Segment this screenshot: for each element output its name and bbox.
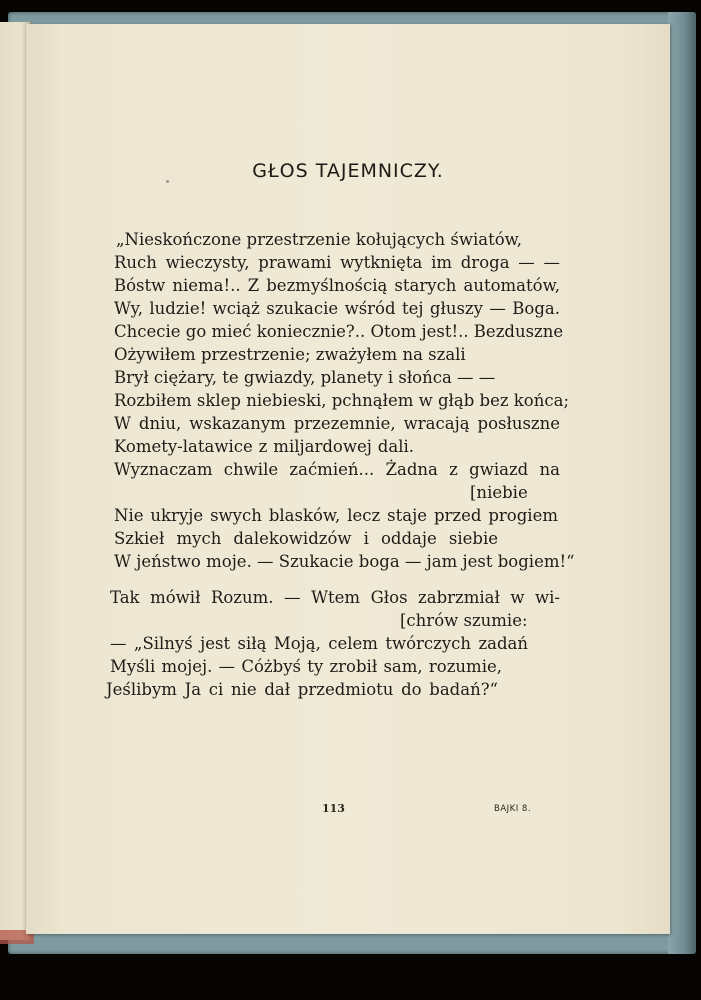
signature-mark: BAJKI 8.: [494, 804, 532, 814]
poem-title: GŁOS TAJEMNICZY.: [252, 160, 444, 182]
poem-line: Komety-latawice z miljardowej dali.: [114, 437, 414, 456]
poem-line-continuation: [niebie: [470, 483, 528, 502]
poem-line: Chcecie go mieć koniecznie?.. Otom jest!.. Bezduszne: [114, 322, 564, 341]
poem-line: Wyznaczam chwile zaćmień... Żadna z gwiazd na: [114, 460, 560, 479]
page-number: 113: [322, 802, 345, 815]
poem-line: Rozbiłem sklep niebieski, pchnąłem w głąb bez końca;: [114, 391, 569, 410]
poem-line: „Nieskończone przestrzenie kołujących światów,: [116, 230, 523, 249]
poem-line: Tak mówił Rozum. — Wtem Głos zabrzmiał w wi-: [110, 588, 560, 607]
poem-line: Ożywiłem przestrzenie; zważyłem na szali: [114, 345, 466, 364]
poem-line: Bóstw niema!.. Z bezmyślnością starych automatów,: [114, 276, 560, 295]
poem-line: Brył ciężary, te gwiazdy, planety i słońca — —: [114, 368, 496, 387]
cover-edge: [668, 12, 696, 954]
poem-line: W jeństwo moje. — Szukacie boga — jam jest bogiem!“: [114, 552, 575, 571]
poem-line-continuation: [chrów szumie:: [400, 611, 528, 630]
poem-line: Nie ukryje swych blasków, lecz staje przed progiem: [114, 506, 558, 525]
book-page: [26, 24, 670, 934]
poem-line: — „Silnyś jest siłą Moją, celem twórczych zadań: [110, 634, 528, 653]
poem-line: Wy, ludzie! wciąż szukacie wśród tej głuszy — Boga.: [114, 299, 560, 318]
poem-line: Jeślibym Ja ci nie dał przedmiotu do badań?“: [106, 680, 498, 699]
poem-line: Myśli mojej. — Cóżbyś ty zrobił sam, rozumie,: [110, 657, 502, 676]
poem-line: Szkieł mych dalekowidzów i oddaje siebie: [114, 529, 498, 548]
poem-line: W dniu, wskazanym przezemnie, wracają posłuszne: [114, 414, 560, 433]
poem-line: Ruch wieczysty, prawami wytknięta im droga — —: [114, 253, 560, 272]
poem-body: [26, 24, 670, 934]
